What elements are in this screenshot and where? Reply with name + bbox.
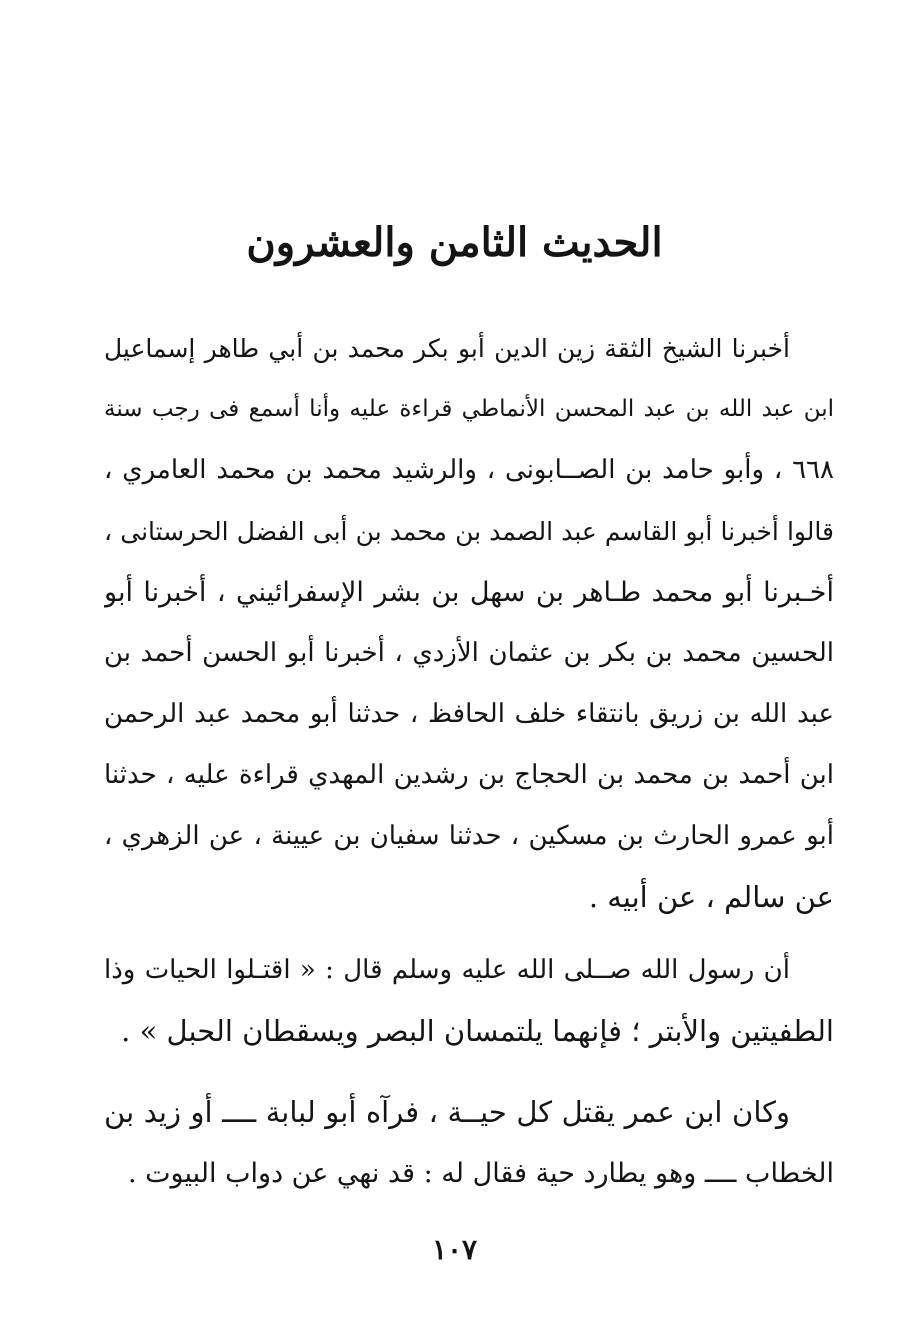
page-number: ١٠٧ — [431, 1233, 478, 1266]
matn-paragraph — [104, 940, 834, 1062]
hadith-title: الحديث الثامن والعشرون — [246, 219, 663, 266]
isnad-paragraph — [104, 318, 834, 928]
text-line: عبد الله بن زريق بانتقاء خلف الحافظ ، حدثنا أبو محمد عبد الرحمن — [104, 699, 834, 729]
text-line: وكان ابن عمر يقتل كل حيــة ، فرآه أبو لبابة ــــ أو زيد بن — [104, 1095, 790, 1129]
text-line: أن رسول الله صــلى الله عليه وسلم قال : « اقتـلوا الحيات وذا — [104, 955, 790, 985]
commentary-paragraph — [104, 1082, 834, 1204]
text-line: ٦٦٨ ، وأبو حامد بن الصــابونى ، والرشيد محمد بن محمد العامري ، — [104, 455, 834, 485]
text-line: ابن عبد الله بن عبد المحسن الأنماطي قراءة عليه وأنا أسمع فى رجب سنة — [104, 396, 834, 422]
text-line: الحسين محمد بن بكر بن عثمان الأزدي ، أخبرنا أبو الحسن أحمد بن — [104, 638, 834, 668]
text-line: ابن أحمد بن محمد بن الحجاج بن رشدين المهدي قراءة عليه ، حدثنا — [104, 760, 834, 790]
text-line: عن سالم ، عن أبيه . — [588, 880, 834, 914]
text-line: أخبرنا الشيخ الثقة زين الدين أبو بكر محمد بن أبي طاهر إسماعيل — [104, 334, 790, 363]
text-line: الخطاب ــــ وهو يطارد حية فقال له : قد نهي عن دواب البيوت . — [127, 1158, 834, 1189]
text-line: قالوا أخبرنا أبو القاسم عبد الصمد بن محمد بن أبى الفضل الحرستانى ، — [104, 517, 834, 546]
text-line: أخـبرنا أبو محمد طـاهر بن سهل بن بشر الإسفرائيني ، أخبرنا أبو — [104, 577, 834, 608]
text-line: أبو عمرو الحارث بن مسكين ، حدثنا سفيان بن عيينة ، عن الزهري ، — [104, 821, 834, 851]
text-line: الطفيتين والأبتر ؛ فإنهما يلتمسان البصر ويسقطان الحبل » . — [121, 1014, 834, 1048]
